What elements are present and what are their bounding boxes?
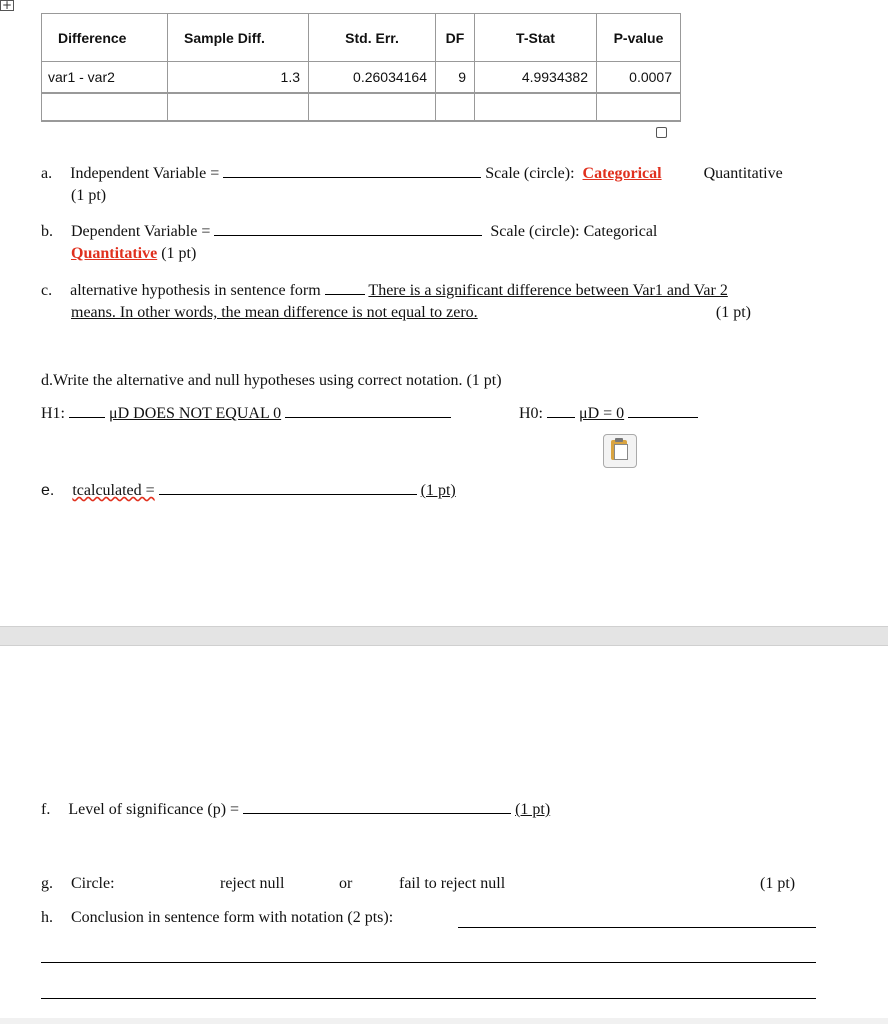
points-e: (1 pt) (420, 482, 456, 499)
answer-b-row (71, 245, 196, 263)
cell-t-stat: 4.9934382 (475, 62, 597, 94)
marker-a: a. (41, 165, 53, 182)
option-reject-null[interactable]: reject null (220, 875, 285, 892)
answer-blank-b[interactable] (214, 235, 482, 236)
h1-tail-blank[interactable] (285, 417, 451, 418)
header-std-err: Std. Err. (309, 14, 436, 62)
points-g: (1 pt) (760, 875, 796, 892)
answer-c-line2: means. In other words, the mean difference is not equal to zero. (71, 304, 478, 321)
option-quantitative: Quantitative (703, 165, 783, 182)
paste-options-icon[interactable] (603, 434, 637, 468)
question-e (41, 482, 456, 500)
points-c: (1 pt) (715, 304, 751, 321)
table-resize-handle[interactable] (656, 127, 667, 138)
h0-answer: μD = 0 (579, 405, 625, 422)
answer-quantitative: Quantitative (71, 245, 158, 262)
h1-row (41, 405, 451, 423)
answer-c-line2-row (71, 304, 751, 322)
points-b: (1 pt) (161, 245, 197, 262)
question-c-text: alternative hypothesis in sentence form (70, 282, 321, 299)
h0-label: H0: (519, 405, 543, 422)
h1-label: H1: (41, 405, 65, 422)
question-g (41, 875, 115, 893)
answer-blank-e[interactable] (159, 494, 417, 495)
question-g-text: Circle: (71, 875, 115, 892)
question-c (41, 282, 728, 300)
scale-label-a: Scale (circle): (485, 165, 575, 182)
option-fail-to-reject[interactable]: fail to reject null (399, 875, 506, 892)
bottom-strip (0, 1018, 888, 1024)
answer-line-h1[interactable] (458, 927, 816, 928)
marker-b: b. (41, 223, 53, 240)
h0-tail-blank[interactable] (628, 417, 698, 418)
marker-c: c. (41, 282, 53, 299)
question-a-text: Independent Variable = (70, 165, 220, 182)
option-or: or (339, 875, 353, 892)
marker-g: g. (41, 875, 53, 892)
c-underscore (325, 294, 365, 295)
marker-h: h. (41, 909, 53, 926)
marker-f: f. (41, 801, 51, 818)
table-header-row (42, 14, 681, 62)
header-difference: Difference (42, 14, 168, 62)
stats-table (41, 13, 681, 122)
answer-c-line1: There is a significant difference between Var1 and Var 2 (368, 282, 728, 299)
answer-line-h2[interactable] (41, 962, 816, 963)
answer-blank-f[interactable] (243, 813, 511, 814)
cell-difference: var1 - var2 (42, 62, 168, 94)
question-f (41, 801, 550, 819)
question-f-text: Level of significance (p) = (68, 801, 240, 818)
cell-p-value: 0.0007 (597, 62, 681, 94)
h1-answer: μD DOES NOT EQUAL 0 (109, 405, 282, 422)
question-b-text: Dependent Variable = (71, 223, 211, 240)
points-a: (1 pt) (71, 187, 107, 204)
answer-categorical: Categorical (582, 165, 662, 182)
cell-sample-diff: 1.3 (168, 62, 309, 94)
cell-std-err: 0.26034164 (309, 62, 436, 94)
header-sample-diff: Sample Diff. (168, 14, 309, 62)
question-b (41, 223, 657, 241)
header-p-value: P-value (597, 14, 681, 62)
scale-label-b: Scale (circle): Categorical (490, 223, 658, 240)
answer-blank-a[interactable] (223, 177, 481, 178)
page-break (0, 626, 888, 646)
t-calculated-label: tcalculated = (72, 482, 155, 499)
table-spacer-row (42, 93, 681, 121)
table-row (42, 62, 681, 94)
header-df: DF (436, 14, 475, 62)
h1-lead-blank (69, 417, 105, 418)
question-h-text: Conclusion in sentence form with notation (2 pts): (71, 909, 394, 926)
h0-row (519, 405, 698, 423)
question-a (41, 165, 783, 183)
header-t-stat: T-Stat (475, 14, 597, 62)
question-h (41, 909, 393, 927)
question-d: d.Write the alternative and null hypotheses using correct notation. (1 pt) (41, 372, 502, 389)
table-move-handle[interactable]: + (1, 0, 13, 12)
marker-e: e. (41, 482, 55, 499)
answer-line-h3[interactable] (41, 998, 816, 999)
points-f: (1 pt) (515, 801, 551, 818)
cell-df: 9 (436, 62, 475, 94)
h0-lead-blank (547, 417, 575, 418)
